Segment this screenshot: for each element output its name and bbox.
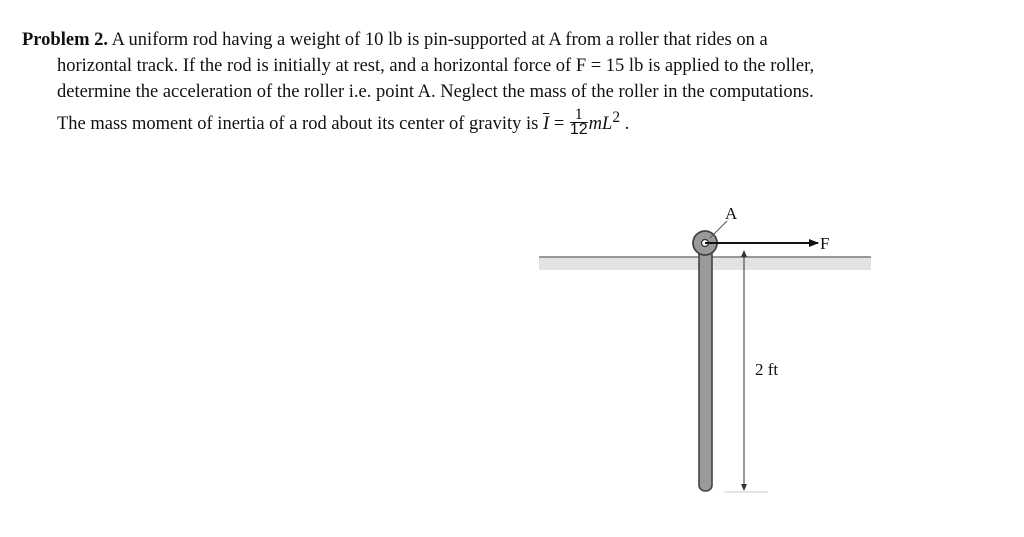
formula-mass-length: mL <box>588 114 613 135</box>
formula-exponent: 2 <box>612 109 621 126</box>
problem-line-1-text: A uniform rod having a weight of 10 lb is pin-supported at A from a roller that rides on a <box>107 30 768 50</box>
dimension-arrow-top <box>741 250 747 257</box>
dimension-arrow-bottom <box>741 484 747 491</box>
inertia-symbol: $\overline{I}$ <box>543 114 550 135</box>
point-a-leader <box>710 221 727 238</box>
dimension-label: 2 ft <box>755 360 779 379</box>
fraction-denominator: 12 <box>569 121 588 139</box>
problem-line-2: horizontal track. If the rod is initially at rest, and a horizontal force of F = 15 lb is applied to the roller, <box>57 56 815 76</box>
uniform-rod <box>699 243 712 491</box>
problem-line-3: determine the acceleration of the roller i.e. point A. Neglect the mass of the roller in the computations. <box>57 82 814 102</box>
fraction-numerator: 1 <box>570 108 588 123</box>
inertia-sentence: The mass moment of inertia of a rod about its center of gravity is <box>57 114 544 135</box>
equals-sign: = <box>549 114 569 135</box>
problem-label: Problem 2. <box>22 30 108 50</box>
force-label: F <box>820 234 830 253</box>
point-a-label: A <box>725 204 738 223</box>
sentence-end: . <box>620 114 630 135</box>
